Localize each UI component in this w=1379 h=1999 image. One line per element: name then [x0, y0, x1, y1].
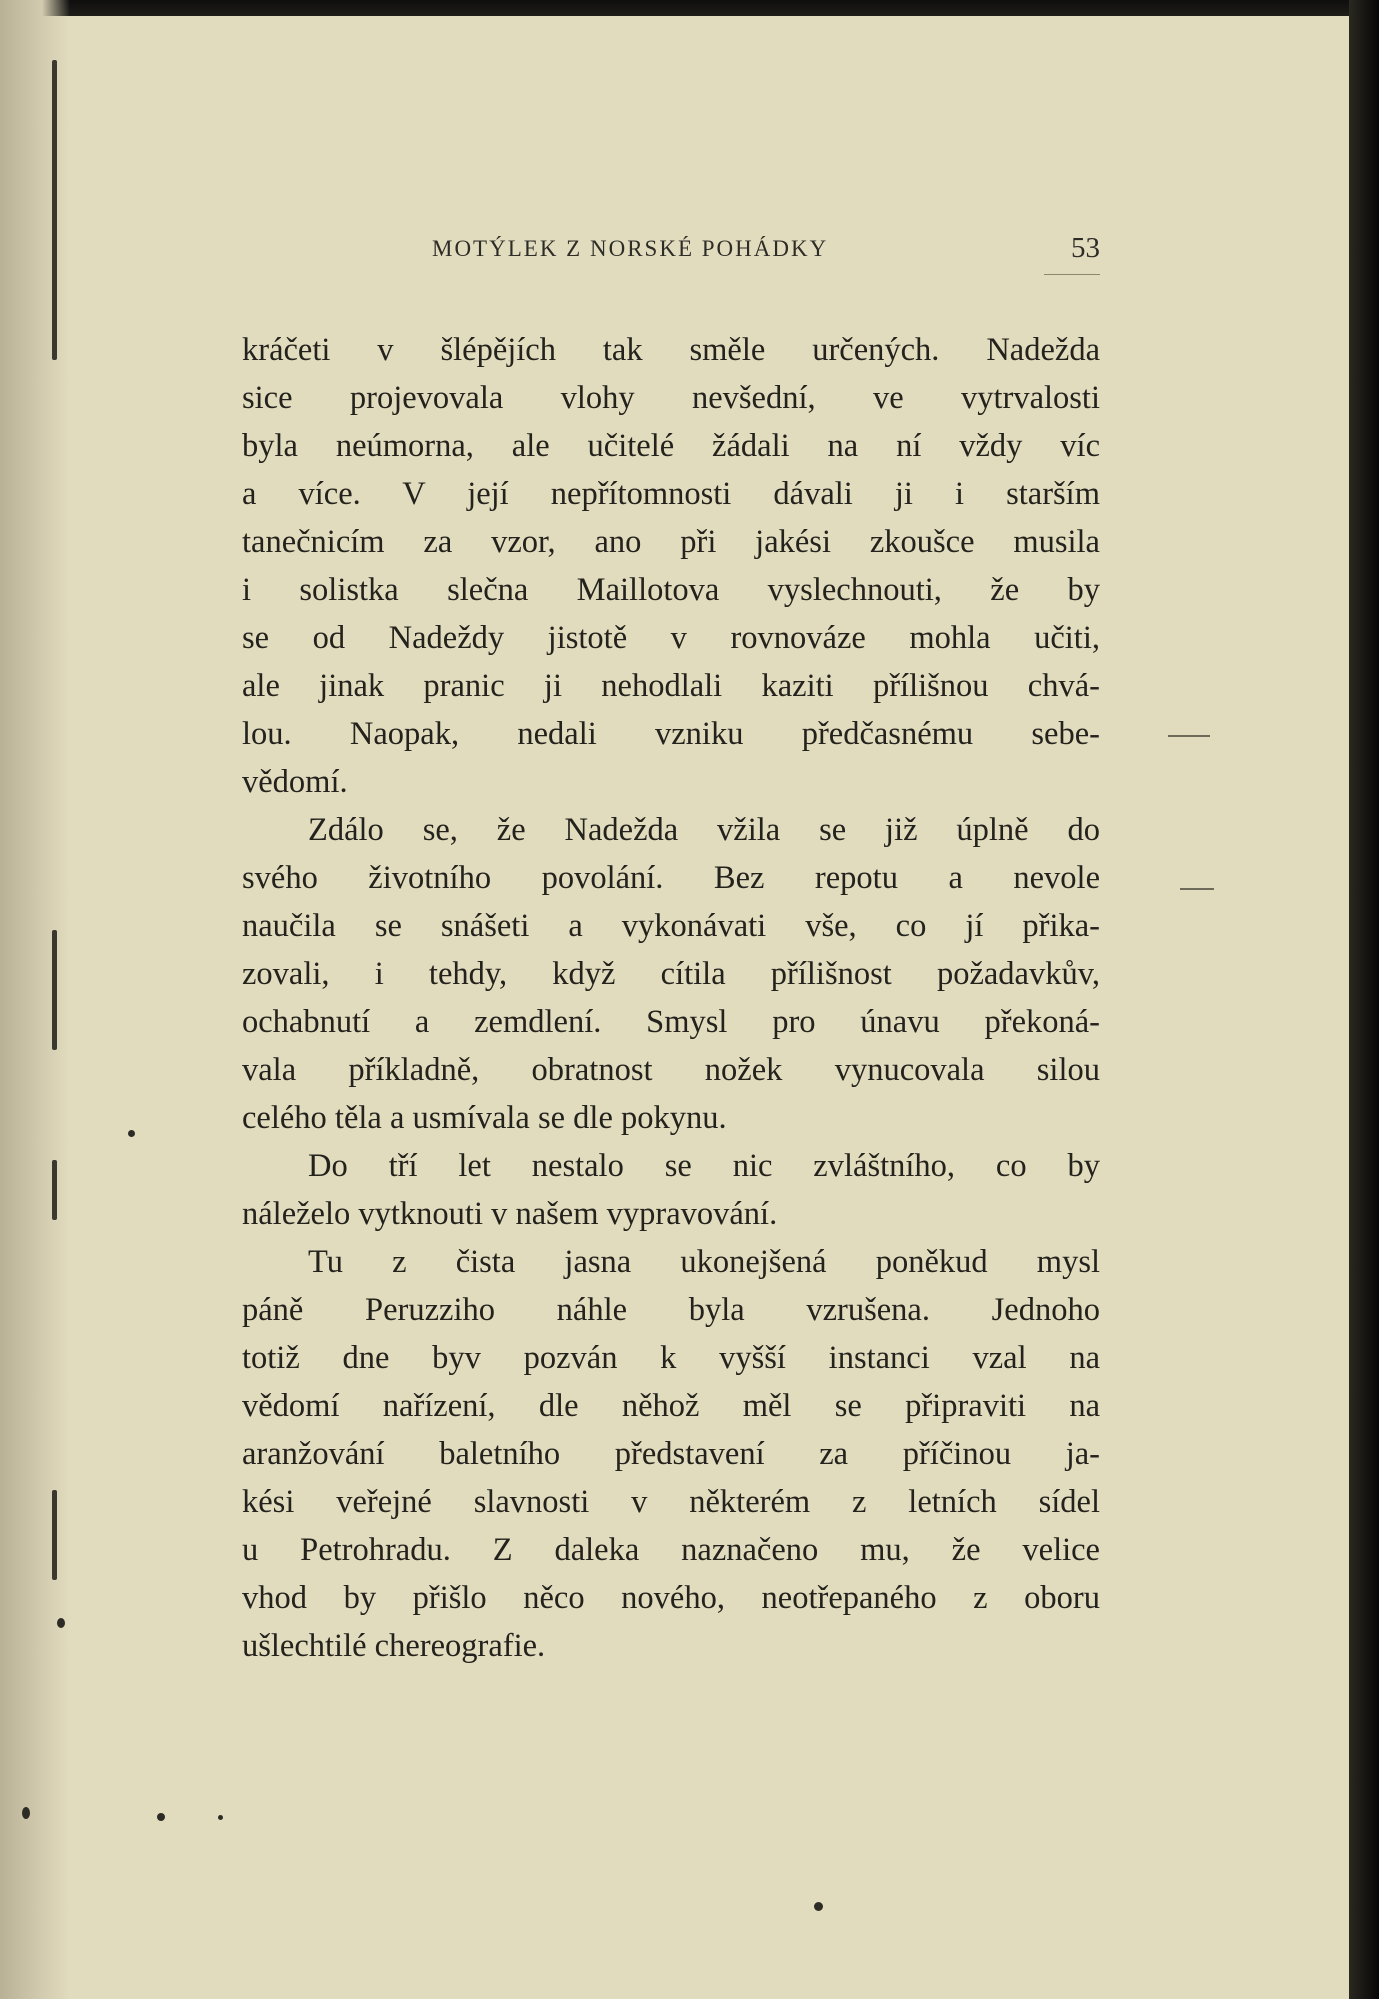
text-line: naučila se snášeti a vykonávati vše, co jí přika-	[242, 908, 1100, 944]
text-line: celého těla a usmívala se dle pokynu.	[242, 1100, 727, 1136]
text-line: Zdálo se, že Nadežda vžila se již úplně do	[308, 812, 1100, 848]
gutter-mark	[52, 1490, 57, 1580]
paragraph	[242, 1238, 1100, 1670]
text-line: kési veřejné slavnosti v některém z letních sídel	[242, 1484, 1100, 1520]
header-rule	[1044, 274, 1100, 275]
binding-gutter	[0, 0, 70, 1999]
text-line: vhod by přišlo něco nového, neotřepaného z oboru	[242, 1580, 1100, 1616]
ink-speck	[128, 1130, 135, 1137]
page-header	[242, 226, 1100, 276]
text-line: lou. Naopak, nedali vzniku předčasnému sebe-	[242, 716, 1100, 752]
text-line: se od Nadeždy jistotě v rovnováze mohla učiti,	[242, 620, 1100, 656]
paragraph	[242, 1142, 1100, 1238]
paragraph	[242, 806, 1100, 1142]
text-line: kráčeti v šlépějích tak směle určených. Nadežda	[242, 332, 1100, 368]
text-line: totiž dne byv pozván k vyšší instanci vzal na	[242, 1340, 1100, 1376]
paragraph	[242, 326, 1100, 806]
ink-speck	[57, 1618, 65, 1628]
text-line: tanečnicím za vzor, ano při jakési zkoušce musila	[242, 524, 1100, 560]
text-line: vědomí.	[242, 764, 348, 800]
text-line: Tu z čista jasna ukonejšená poněkud mysl	[308, 1244, 1100, 1280]
ink-speck	[157, 1813, 165, 1821]
gutter-mark	[52, 930, 57, 1050]
text-line: byla neúmorna, ale učitelé žádali na ní vždy víc	[242, 428, 1100, 464]
text-line: aranžování baletního představení za příčinou ja-	[242, 1436, 1100, 1472]
text-line: ale jinak pranic ji nehodlali kaziti přílišnou chvá-	[242, 668, 1100, 704]
ink-speck	[22, 1807, 30, 1819]
text-line: Do tří let nestalo se nic zvláštního, co by	[308, 1148, 1100, 1184]
ink-speck	[814, 1902, 823, 1911]
text-line: u Petrohradu. Z daleka naznačeno mu, že velice	[242, 1532, 1100, 1568]
margin-mark	[1168, 735, 1210, 737]
top-border-shadow	[0, 0, 1379, 16]
body-text	[242, 326, 1100, 1670]
text-line: svého životního povolání. Bez repotu a nevole	[242, 860, 1100, 896]
gutter-mark	[52, 1160, 57, 1220]
text-line: páně Peruzziho náhle byla vzrušena. Jednoho	[242, 1292, 1100, 1328]
ink-speck	[218, 1815, 223, 1820]
text-line: náleželo vytknouti v našem vypravování.	[242, 1196, 778, 1232]
margin-mark	[1180, 888, 1214, 890]
right-border-shadow	[1349, 0, 1379, 1999]
page-number: 53	[1071, 232, 1100, 264]
text-line: vědomí nařízení, dle něhož měl se připraviti na	[242, 1388, 1100, 1424]
text-line: ochabnutí a zemdlení. Smysl pro únavu překoná-	[242, 1004, 1100, 1040]
gutter-mark	[52, 60, 57, 360]
running-title: MOTÝLEK Z NORSKÉ POHÁDKY	[432, 236, 829, 261]
text-line: zovali, i tehdy, když cítila přílišnost požadavkův,	[242, 956, 1100, 992]
text-line: i solistka slečna Maillotova vyslechnouti, že by	[242, 572, 1100, 608]
text-line: a více. V její nepřítomnosti dávali ji i starším	[242, 476, 1100, 512]
text-line: ušlechtilé chereografie.	[242, 1628, 546, 1664]
text-line: sice projevovala vlohy nevšední, ve vytrvalosti	[242, 380, 1100, 416]
text-line: vala příkladně, obratnost nožek vynucovala silou	[242, 1052, 1100, 1088]
